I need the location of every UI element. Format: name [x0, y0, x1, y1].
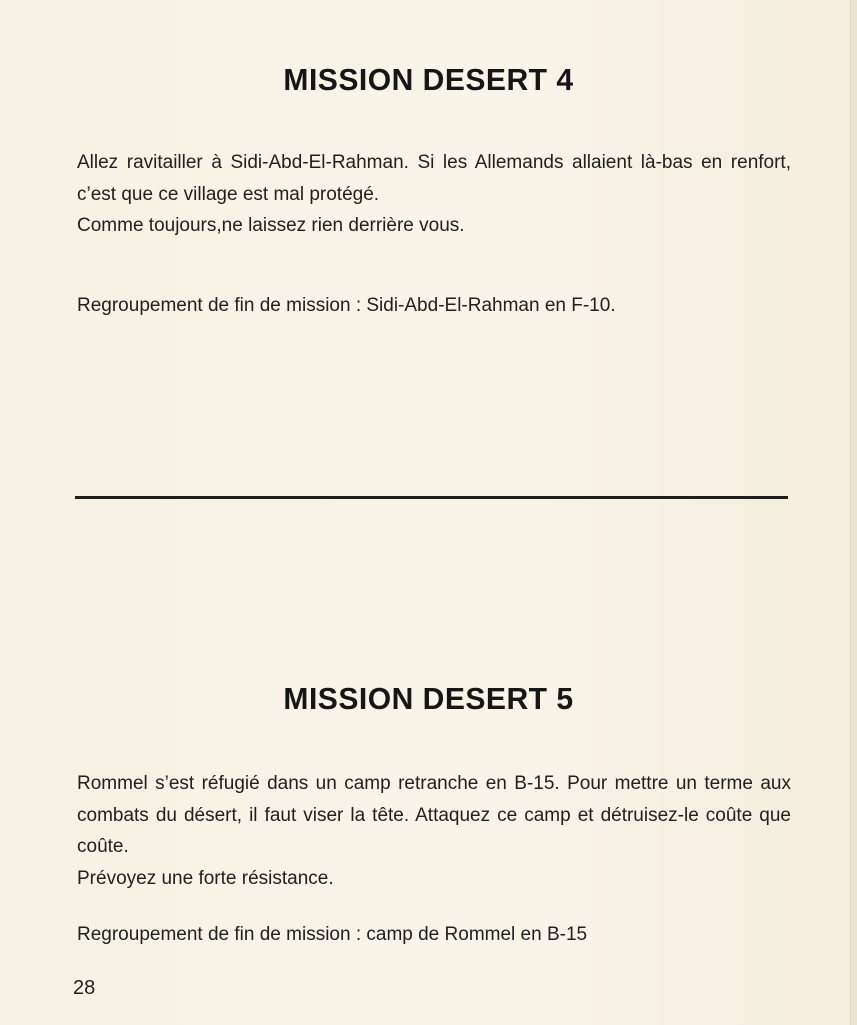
- mission-5-line-1: Rommel s’est réfugié dans un camp retranche en B-15. Pour mettre un terme aux combats du désert, il faut viser la tête. Attaquez ce camp et détruisez-le coûte que coûte.: [77, 773, 791, 857]
- mission-4-title: MISSION DESERT 4: [283, 62, 574, 97]
- mission-4-regroupement: [77, 290, 791, 322]
- mission-4-line-1: Allez ravitailler à Sidi-Abd-El-Rahman. Si les Allemands allaient là-bas en renfort, c’est que ce village est mal protégé.: [77, 152, 791, 205]
- mission-4-regroupement-text: Regroupement de fin de mission : Sidi-Abd-El-Rahman en F-10.: [77, 295, 616, 316]
- mission-4-line-2: Comme toujours,ne laissez rien derrière vous.: [77, 215, 465, 236]
- page-edge: [850, 0, 857, 1025]
- section-divider: [75, 496, 788, 499]
- mission-5-description: [77, 768, 791, 894]
- mission-5-title: MISSION DESERT 5: [283, 681, 574, 716]
- mission-5-regroupement-text: Regroupement de fin de mission : camp de Rommel en B-15: [77, 924, 588, 945]
- mission-4-description: [77, 147, 791, 242]
- page-number: 28: [73, 977, 96, 999]
- mission-5-regroupement: [77, 919, 791, 951]
- mission-5-line-2: Prévoyez une forte résistance.: [77, 867, 334, 889]
